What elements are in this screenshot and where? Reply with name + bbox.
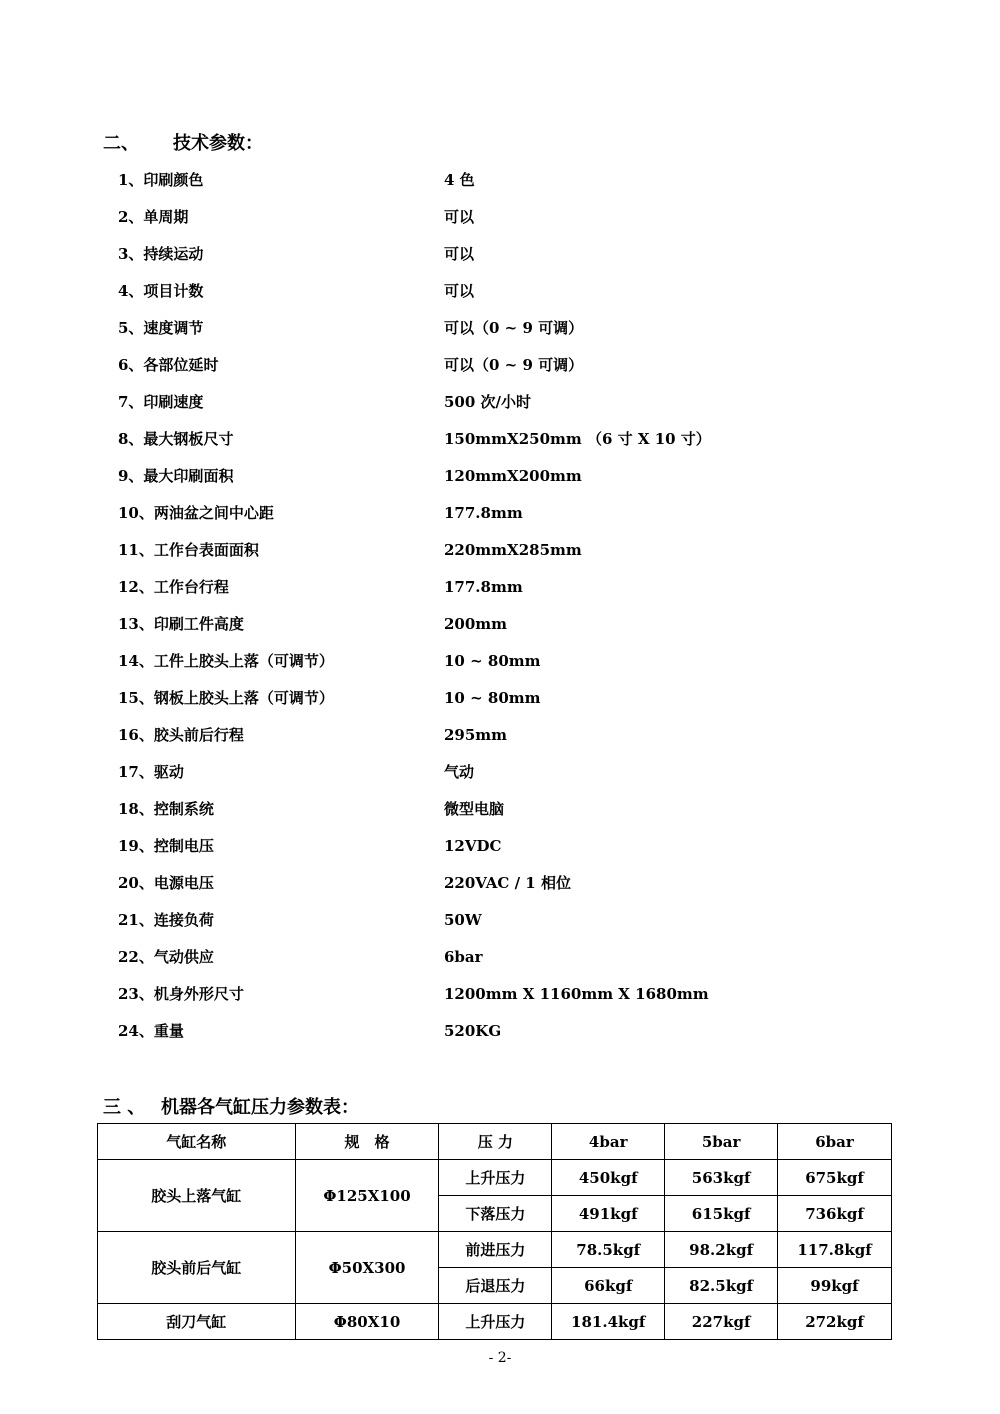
pressure-type-cell: 上升压力 xyxy=(439,1304,552,1340)
value-4bar-cell: 181.4kgf xyxy=(552,1304,665,1340)
spec-label: 5、速度调节 xyxy=(118,319,204,337)
spec-label: 7、印刷速度 xyxy=(118,393,204,411)
value-4bar-cell: 491kgf xyxy=(552,1196,665,1232)
cylinder-name-cell: 胶头上落气缸 xyxy=(98,1160,296,1232)
spec-row xyxy=(118,387,918,424)
spec-label: 23、机身外形尺寸 xyxy=(118,985,244,1003)
spec-value: 12VDC xyxy=(444,837,502,855)
spec-value: 220VAC / 1 相位 xyxy=(444,874,571,892)
spec-value: 520KG xyxy=(444,1022,502,1040)
header-pressure: 压 力 xyxy=(439,1124,552,1160)
spec-value: 177.8mm xyxy=(444,504,523,522)
spec-value: 500 次/小时 xyxy=(444,393,532,411)
spec-label: 18、控制系统 xyxy=(118,800,214,818)
header-4bar: 4bar xyxy=(552,1124,665,1160)
spec-row xyxy=(118,683,918,720)
header-6bar: 6bar xyxy=(778,1124,892,1160)
spec-label: 16、胶头前后行程 xyxy=(118,726,244,744)
spec-row xyxy=(118,165,918,202)
spec-row xyxy=(118,239,918,276)
spec-value: 200mm xyxy=(444,615,508,633)
spec-row xyxy=(118,831,918,868)
pressure-type-cell: 下落压力 xyxy=(439,1196,552,1232)
spec-label: 4、项目计数 xyxy=(118,282,204,300)
spec-row xyxy=(118,276,918,313)
spec-value: 120mmX200mm xyxy=(444,467,582,485)
page-number: - 2- xyxy=(488,1350,512,1366)
spec-value: 1200mm X 1160mm X 1680mm xyxy=(444,985,709,1003)
section-3-title: 机器各气缸压力参数表： xyxy=(161,1097,359,1118)
value-5bar-cell: 563kgf xyxy=(665,1160,778,1196)
spec-label: 6、各部位延时 xyxy=(118,356,219,374)
value-4bar-cell: 78.5kgf xyxy=(552,1232,665,1268)
section-2-number: 二、 xyxy=(103,133,139,154)
cylinder-spec-cell: Φ50X300 xyxy=(295,1232,439,1304)
table-row xyxy=(98,1232,892,1268)
spec-label: 3、持续运动 xyxy=(118,245,204,263)
spec-value: 150mmX250mm （6 寸 X 10 寸） xyxy=(444,430,711,448)
spec-label: 19、控制电压 xyxy=(118,837,214,855)
spec-row xyxy=(118,1016,918,1053)
cylinder-spec-cell: Φ80X10 xyxy=(295,1304,439,1340)
value-5bar-cell: 82.5kgf xyxy=(665,1268,778,1304)
table-row xyxy=(98,1304,892,1340)
spec-row xyxy=(118,794,918,831)
section-2-heading xyxy=(103,129,263,155)
spec-label: 2、单周期 xyxy=(118,208,189,226)
spec-row xyxy=(118,350,918,387)
spec-row xyxy=(118,646,918,683)
section-2-title: 技术参数： xyxy=(173,133,263,154)
spec-row xyxy=(118,942,918,979)
spec-label: 1、印刷颜色 xyxy=(118,171,204,189)
cylinder-pressure-table xyxy=(97,1123,892,1340)
spec-row xyxy=(118,609,918,646)
spec-row xyxy=(118,979,918,1016)
spec-label: 22、气动供应 xyxy=(118,948,214,966)
spec-value: 6bar xyxy=(444,948,483,966)
spec-row xyxy=(118,313,918,350)
spec-label: 21、连接负荷 xyxy=(118,911,214,929)
section-3-number: 三 、 xyxy=(103,1097,146,1118)
spec-label: 12、工作台行程 xyxy=(118,578,229,596)
table-row xyxy=(98,1160,892,1196)
spec-label: 15、钢板上胶头上落（可调节） xyxy=(118,689,334,707)
spec-row xyxy=(118,424,918,461)
spec-row xyxy=(118,868,918,905)
spec-list xyxy=(118,165,918,1053)
spec-row xyxy=(118,498,918,535)
header-spec: 规 格 xyxy=(295,1124,439,1160)
header-cylinder-name: 气缸名称 xyxy=(98,1124,296,1160)
header-5bar: 5bar xyxy=(665,1124,778,1160)
spec-value: 4 色 xyxy=(444,171,475,189)
spec-row xyxy=(118,757,918,794)
spec-value: 295mm xyxy=(444,726,508,744)
spec-row xyxy=(118,720,918,757)
spec-label: 17、驱动 xyxy=(118,763,184,781)
spec-value: 220mmX285mm xyxy=(444,541,582,559)
value-5bar-cell: 227kgf xyxy=(665,1304,778,1340)
table-body xyxy=(98,1160,892,1340)
value-6bar-cell: 272kgf xyxy=(778,1304,892,1340)
spec-row xyxy=(118,535,918,572)
spec-value: 可以（0 ~ 9 可调） xyxy=(444,356,584,374)
spec-value: 微型电脑 xyxy=(444,800,505,818)
spec-label: 8、最大钢板尺寸 xyxy=(118,430,234,448)
value-6bar-cell: 117.8kgf xyxy=(778,1232,892,1268)
table-header-row xyxy=(98,1124,892,1160)
cylinder-spec-cell: Φ125X100 xyxy=(295,1160,439,1232)
value-6bar-cell: 99kgf xyxy=(778,1268,892,1304)
pressure-type-cell: 前进压力 xyxy=(439,1232,552,1268)
spec-label: 9、最大印刷面积 xyxy=(118,467,234,485)
cylinder-name-cell: 胶头前后气缸 xyxy=(98,1232,296,1304)
spec-value: 可以 xyxy=(444,245,475,263)
pressure-type-cell: 后退压力 xyxy=(439,1268,552,1304)
value-4bar-cell: 66kgf xyxy=(552,1268,665,1304)
spec-value: 可以（0 ~ 9 可调） xyxy=(444,319,584,337)
spec-label: 20、电源电压 xyxy=(118,874,214,892)
spec-label: 13、印刷工件高度 xyxy=(118,615,244,633)
spec-row xyxy=(118,905,918,942)
spec-value: 可以 xyxy=(444,282,475,300)
spec-label: 11、工作台表面面积 xyxy=(118,541,259,559)
spec-row xyxy=(118,461,918,498)
spec-value: 177.8mm xyxy=(444,578,523,596)
value-5bar-cell: 615kgf xyxy=(665,1196,778,1232)
spec-row xyxy=(118,572,918,609)
spec-label: 24、重量 xyxy=(118,1022,184,1040)
spec-value: 10 ~ 80mm xyxy=(444,689,541,707)
value-4bar-cell: 450kgf xyxy=(552,1160,665,1196)
spec-value: 10 ~ 80mm xyxy=(444,652,541,670)
spec-row xyxy=(118,202,918,239)
value-6bar-cell: 675kgf xyxy=(778,1160,892,1196)
cylinder-name-cell: 刮刀气缸 xyxy=(98,1304,296,1340)
spec-value: 50W xyxy=(444,911,482,929)
section-3-heading xyxy=(103,1093,359,1119)
spec-label: 14、工件上胶头上落（可调节） xyxy=(118,652,334,670)
pressure-type-cell: 上升压力 xyxy=(439,1160,552,1196)
spec-value: 可以 xyxy=(444,208,475,226)
spec-label: 10、两油盆之间中心距 xyxy=(118,504,274,522)
value-6bar-cell: 736kgf xyxy=(778,1196,892,1232)
spec-value: 气动 xyxy=(444,763,475,781)
value-5bar-cell: 98.2kgf xyxy=(665,1232,778,1268)
